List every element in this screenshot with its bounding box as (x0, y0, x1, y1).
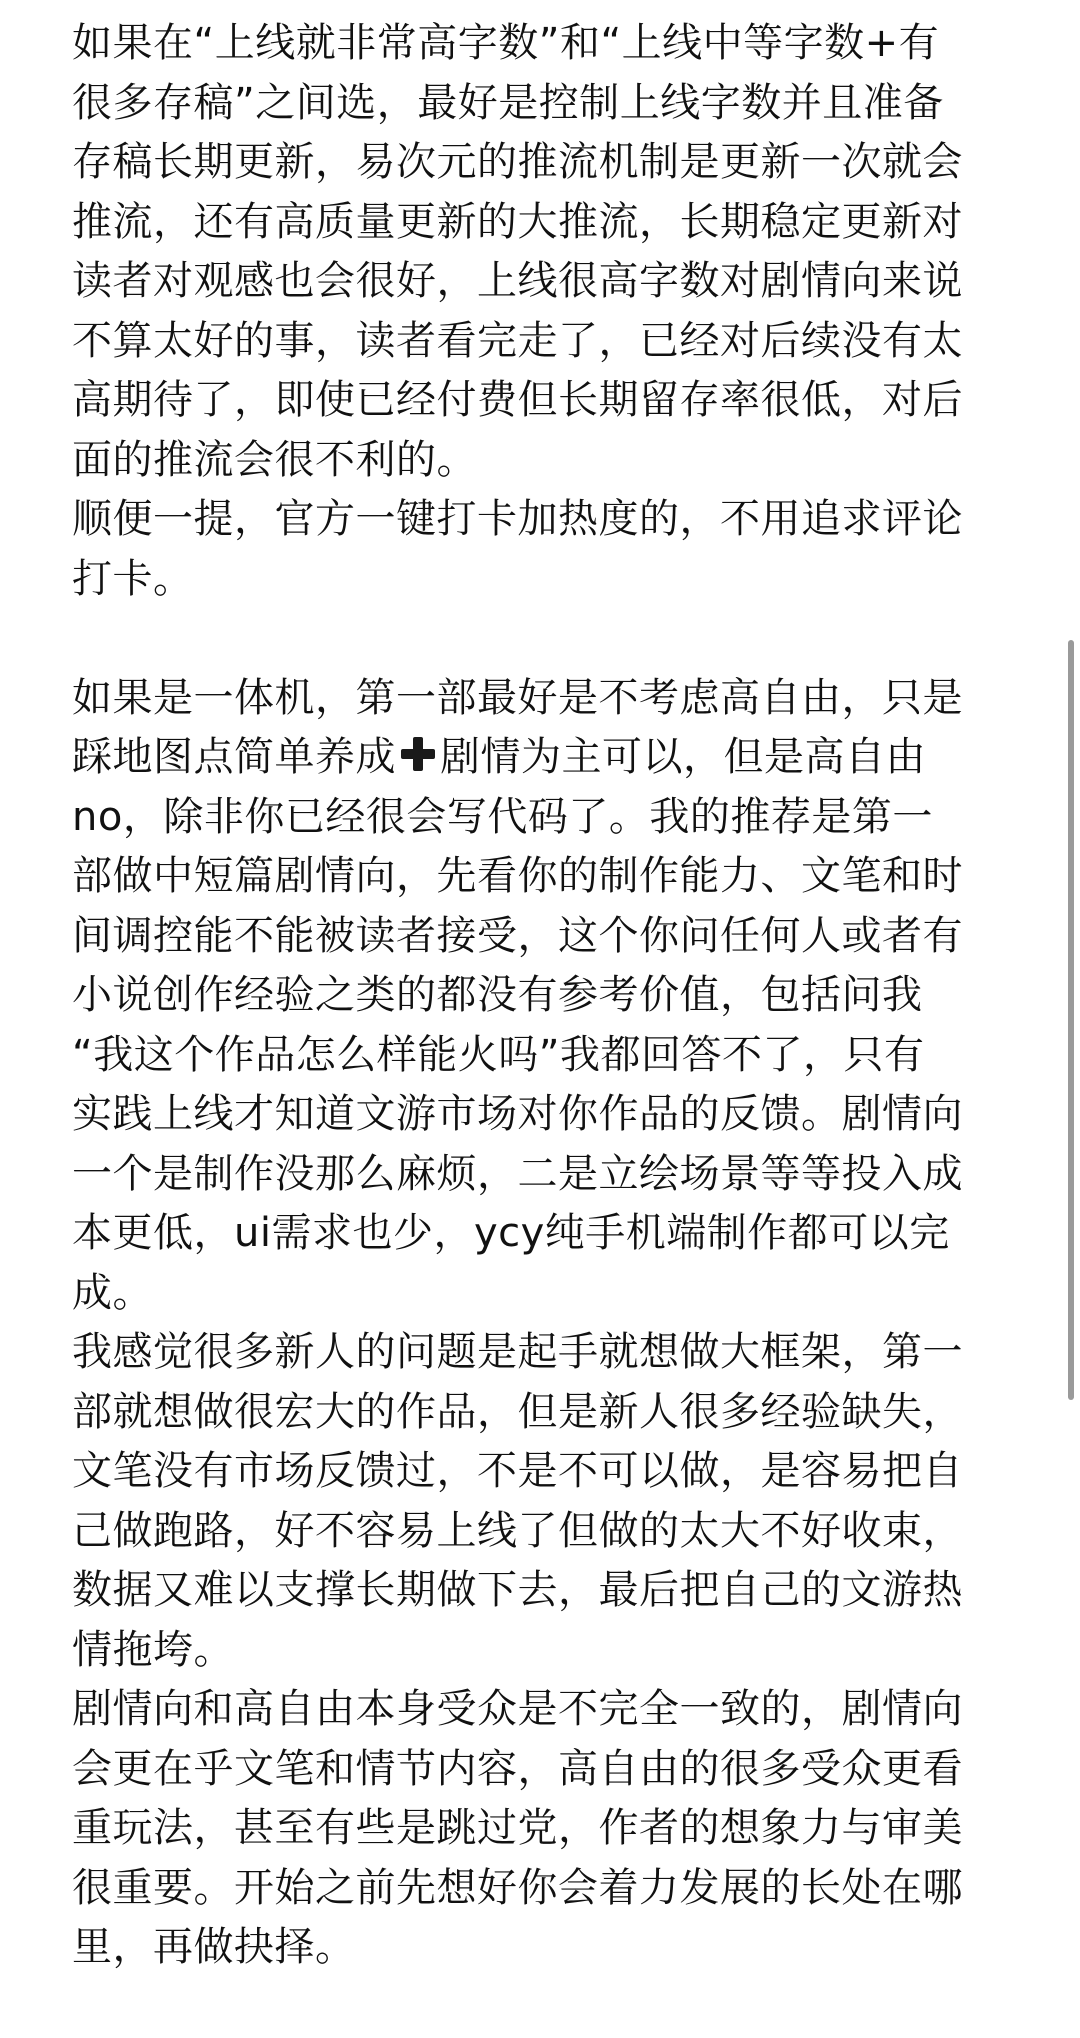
text-line: 一个是制作没那么麻烦，二是立绘场景等等投入成 (72, 1150, 963, 1197)
text-line: 己做跑路，好不容易上线了但做的太大不好收束， (72, 1507, 963, 1554)
text-line: 如果是一体机，第一部最好是不考虑高自由，只是 (72, 674, 963, 721)
text-line: 里，再做抉择。 (72, 1924, 356, 1970)
text-line: 实践上线才知道文游市场对你作品的反馈。剧情向 (72, 1091, 963, 1137)
text-line: 存稿长期更新，易次元的推流机制是更新一次就会 (72, 139, 963, 185)
post-body (72, 14, 1022, 1978)
text-segment: 踩地图点简单养成 (72, 734, 396, 780)
text-line-with-icon (72, 728, 1022, 788)
text-line: “我这个作品怎么样能火吗”我都回答不了，只有 (72, 1031, 925, 1078)
text-line: no，除非你已经很会写代码了。我的推荐是第一 (72, 793, 933, 840)
text-line: 很重要。开始之前先想好你会着力发展的长处在哪 (72, 1864, 963, 1911)
text-line: 我感觉很多新人的问题是起手就想做大框架，第一 (72, 1329, 963, 1375)
text-line: 情拖垮。 (72, 1626, 234, 1673)
text-line: 文笔没有市场反馈过，不是不可以做，是容易把自 (72, 1448, 963, 1494)
text-line: 成。 (72, 1269, 153, 1316)
text-line: 读者对观感也会很好，上线很高字数对剧情向来说 (72, 258, 963, 304)
paragraph-checkin-note (72, 490, 1022, 609)
text-line: 高期待了，即使已经付费但长期留存率很低，对后 (72, 377, 963, 423)
paragraph-spacer (72, 609, 1022, 669)
text-line: 部就想做很宏大的作品，但是新人很多经验缺失， (72, 1388, 963, 1435)
text-line: 剧情向和高自由本身受众是不完全一致的，剧情向 (72, 1686, 963, 1732)
text-line: 顺便一提，官方一键打卡加热度的，不用追求评论 (72, 496, 963, 542)
text-line: 会更在乎文笔和情节内容，高自由的很多受众更看 (72, 1745, 963, 1792)
text-line: 如果在“上线就非常高字数”和“上线中等字数+有 (72, 20, 940, 66)
paragraph-first-work-advice (72, 669, 1022, 1324)
text-line: 面的推流会很不利的。 (72, 436, 477, 483)
text-line: 打卡。 (72, 555, 194, 602)
text-line: 本更低，ui需求也少，ycy纯手机端制作都可以完 (72, 1210, 950, 1256)
text-line: 小说创作经验之类的都没有参考价值，包括问我 (72, 972, 923, 1018)
text-line: 间调控能不能被读者接受，这个你问任何人或者有 (72, 912, 963, 959)
paragraph-audience-difference (72, 1680, 1022, 1978)
paragraph-newcomer-problems (72, 1323, 1022, 1680)
text-line: 部做中短篇剧情向，先看你的制作能力、文笔和时 (72, 853, 963, 899)
text-segment: 剧情为主可以，但是高自由 (440, 734, 926, 780)
text-line: 重玩法，甚至有些是跳过党，作者的想象力与审美 (72, 1805, 963, 1851)
paragraph-publishing-advice (72, 14, 1022, 490)
vertical-scrollbar[interactable] (1068, 640, 1074, 1400)
text-line: 很多存稿”之间选，最好是控制上线字数并且准备 (72, 79, 944, 126)
heavy-plus-icon (398, 734, 438, 774)
text-line: 数据又难以支撑长期做下去，最后把自己的文游热 (72, 1567, 963, 1613)
text-line: 推流，还有高质量更新的大推流，长期稳定更新对 (72, 198, 963, 245)
text-line: 不算太好的事，读者看完走了，已经对后续没有太 (72, 317, 963, 364)
